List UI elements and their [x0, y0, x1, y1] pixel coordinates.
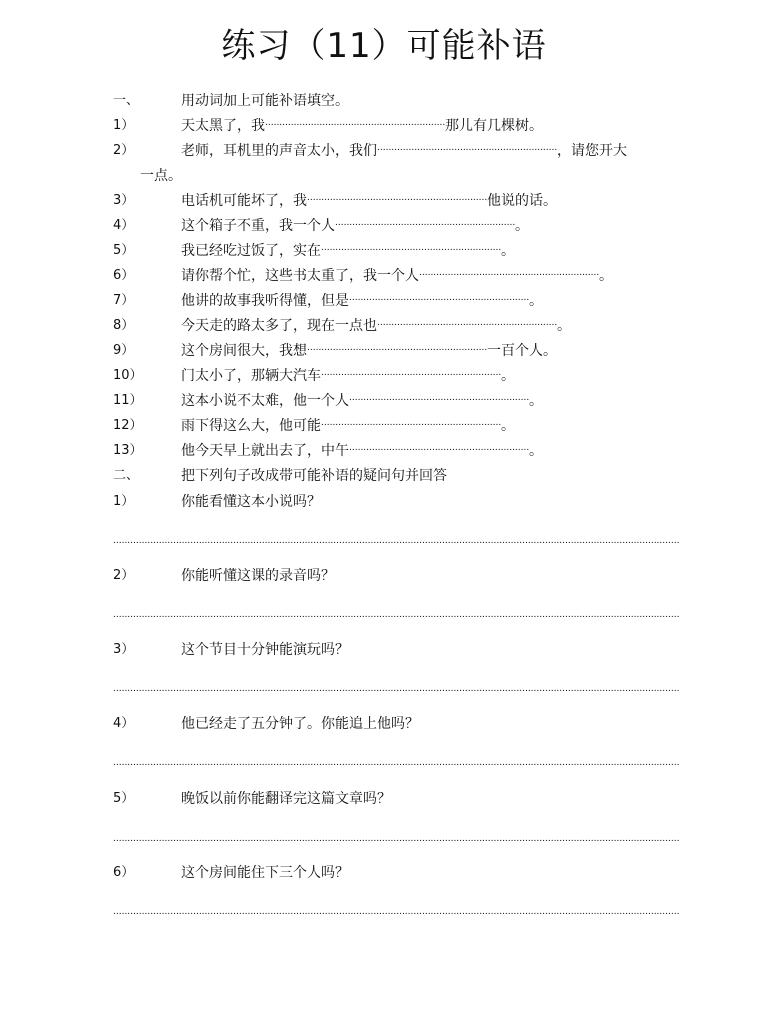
- question-number: 3）: [113, 642, 135, 657]
- fill-blank[interactable]: [307, 341, 487, 355]
- answer-line-6[interactable]: [113, 906, 679, 918]
- item-post: 。: [529, 443, 543, 459]
- item-text: [181, 291, 543, 311]
- fill-blank[interactable]: [349, 291, 529, 305]
- item-text: [181, 241, 515, 261]
- question-text: 你能看懂这本小说吗？: [181, 494, 321, 510]
- fill-blank[interactable]: [321, 241, 501, 255]
- answer-line-2[interactable]: [113, 609, 679, 621]
- item-number: 13）: [113, 443, 143, 458]
- fill-blank[interactable]: [321, 416, 501, 430]
- question-number: 6）: [113, 865, 135, 880]
- item-post: 。: [529, 393, 543, 409]
- item-number: 5）: [113, 243, 135, 258]
- item-pre: 他讲的故事我听得懂，但是: [181, 293, 349, 309]
- item-text: [181, 341, 557, 361]
- item-post: 那儿有几棵树。: [445, 118, 543, 134]
- fill-blank[interactable]: [321, 366, 501, 380]
- item-number: 2）: [113, 143, 135, 158]
- item-number: 8）: [113, 318, 135, 333]
- question-number: 2）: [113, 568, 135, 583]
- fill-blank[interactable]: [349, 391, 529, 405]
- item-pre: 这本小说不太难，他一个人: [181, 393, 349, 409]
- item-post: 。: [501, 368, 515, 384]
- page-title: 练习（11）可能补语: [221, 26, 547, 66]
- item-pre: 这个箱子不重，我一个人: [181, 218, 335, 234]
- item-pre: 老师，耳机里的声音太小，我们: [181, 143, 377, 159]
- question-text: 这个节目十分钟能演玩吗？: [181, 642, 349, 658]
- question-text: 这个房间能住下三个人吗？: [181, 865, 349, 881]
- question-number: 1）: [113, 494, 135, 509]
- question-text: 你能听懂这课的录音吗？: [181, 568, 335, 584]
- item-post: 一百个人。: [487, 343, 557, 359]
- fill-blank[interactable]: [265, 116, 445, 130]
- fill-blank[interactable]: [377, 141, 557, 155]
- item-pre: 电话机可能坏了，我: [181, 193, 307, 209]
- section-1-number: 一、: [113, 93, 140, 108]
- item-text: [181, 416, 515, 436]
- item-text: [181, 266, 613, 286]
- item-text: [181, 216, 529, 236]
- item-pre: 我已经吃过饭了，实在: [181, 243, 321, 259]
- item-post: 。: [557, 318, 571, 334]
- item-number: 1）: [113, 118, 135, 133]
- item-pre: 他今天早上就出去了，中午: [181, 443, 349, 459]
- item-post: 。: [501, 418, 515, 434]
- item-number: 10）: [113, 368, 143, 383]
- item-post: 。: [501, 243, 515, 259]
- question-text: 晚饭以前你能翻译完这篇文章吗？: [181, 791, 391, 807]
- answer-line-4[interactable]: [113, 757, 679, 769]
- question-text: 他已经走了五分钟了。你能追上他吗？: [181, 716, 419, 732]
- fill-blank[interactable]: [307, 191, 487, 205]
- item-text: [181, 441, 543, 461]
- section-2-instruction: 把下列句子改成带可能补语的疑问句并回答: [181, 468, 447, 484]
- item-number: 9）: [113, 343, 135, 358]
- item-post: 。: [599, 268, 613, 284]
- item-continuation: 一点。: [140, 168, 182, 184]
- answer-line-5[interactable]: [113, 833, 679, 845]
- fill-blank[interactable]: [419, 266, 599, 280]
- item-pre: 雨下得这么大，他可能: [181, 418, 321, 434]
- item-pre: 请你帮个忙，这些书太重了，我一个人: [181, 268, 419, 284]
- item-number: 4）: [113, 218, 135, 233]
- answer-line-3[interactable]: [113, 683, 679, 695]
- item-pre: 今天走的路太多了，现在一点也: [181, 318, 377, 334]
- item-pre: 门太小了，那辆大汽车: [181, 368, 321, 384]
- fill-blank[interactable]: [335, 216, 515, 230]
- item-pre: 天太黑了，我: [181, 118, 265, 134]
- item-number: 11）: [113, 393, 143, 408]
- item-pre: 这个房间很大，我想: [181, 343, 307, 359]
- item-text: [181, 141, 627, 161]
- section-1-instruction: 用动词加上可能补语填空。: [181, 93, 349, 109]
- fill-blank[interactable]: [377, 316, 557, 330]
- question-number: 5）: [113, 791, 135, 806]
- item-text: [181, 391, 543, 411]
- item-post: 他说的话。: [487, 193, 557, 209]
- section-2-number: 二、: [113, 468, 140, 483]
- exercise-item-2: [113, 141, 683, 187]
- answer-line-1[interactable]: [113, 535, 679, 547]
- item-number: 3）: [113, 193, 135, 208]
- item-post: 。: [515, 218, 529, 234]
- item-text: [181, 316, 571, 336]
- item-text: [181, 191, 557, 211]
- item-number: 6）: [113, 268, 135, 283]
- item-number: 7）: [113, 293, 135, 308]
- item-text: [181, 366, 515, 386]
- item-post: ，请您开大: [557, 143, 627, 159]
- question-number: 4）: [113, 716, 135, 731]
- item-text: [181, 116, 543, 136]
- item-number: 12）: [113, 418, 143, 433]
- item-post: 。: [529, 293, 543, 309]
- fill-blank[interactable]: [349, 441, 529, 455]
